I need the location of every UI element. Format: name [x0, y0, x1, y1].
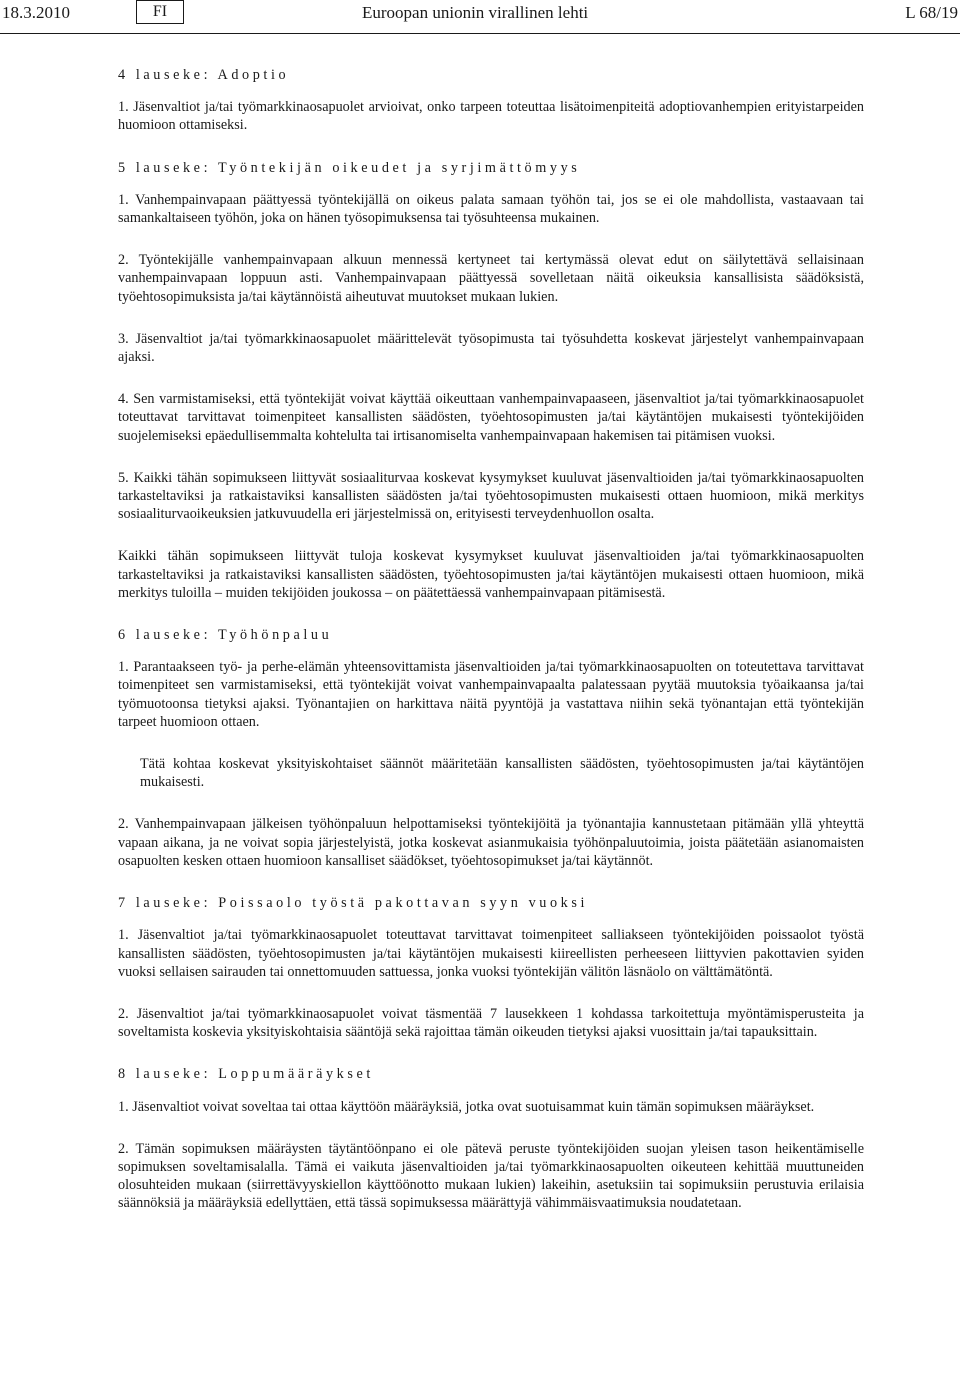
header-divider — [0, 33, 960, 34]
clause-5-paragraph-1: 1. Vanhempainvapaan päättyessä työntekijällä on oikeus palata samaan työhön tai, jos se ei ole mahdollista, vastaavaan tai samankaltaiseen työhön, joka on hänen työsopimuksensa tai työsuhteensa mukainen. — [118, 191, 864, 227]
clause-5-paragraph-4: 4. Sen varmistamiseksi, että työntekijät voivat käyttää oikeuttaan vanhempainvapaaseen, jäsenvaltiot ja/tai työmarkkinaosapuolet toteuttavat tarvittavat toimenpiteet kansallisten säädösten, työehtosopimusten ja/tai käytäntöjen mukaisesti työntekijöiden suojelemiseksi epäedullisemmalta kohtelulta tai irtisanomiselta vanhempainvapaan hakemisen tai pitämisen vuoksi. — [118, 391, 864, 444]
clause-7-paragraph-2: 2. Jäsenvaltiot ja/tai työmarkkinaosapuolet voivat täsmentää 7 lausekkeen 1 kohdassa tarkoitettuja myöntämisperusteita ja soveltamista koskevia yksityiskohtaisia sääntöjä sekä rajoittaa tämän oikeuden tietyksi ajaksi vuosittain ja/tai tapauksittain. — [118, 1005, 864, 1041]
clause-4-heading: 4 lauseke: Adoptio — [118, 67, 290, 83]
clause-6-paragraph-1: 1. Parantaakseen työ- ja perhe-elämän yhteensovittamista jäsenvaltioiden ja/tai työmarkkinaosapuolten on toteutettava tarvittavat toimenpiteet sen varmistamiseksi, että työntekijät voivat vanhempainvapaalta palatessaan pyytää muutoksia työaikaansa ja/tai työmuotoonsa tietyksi ajaksi. Työnantajien on harkittava näitä pyyntöjä ja vastattava niihin sekä työnantajan että työntekijän tarpeet huomioon ottaen. — [118, 659, 864, 730]
clause-5-paragraph-3: 3. Jäsenvaltiot ja/tai työmarkkinaosapuolet määrittelevät työsopimusta tai työsuhdetta koskevat järjestelyt vanhempainvapaan ajaksi. — [118, 330, 864, 366]
page-reference: L 68/19 — [905, 3, 958, 22]
language-badge: FI — [136, 0, 184, 24]
clause-8-heading: 8 lauseke: Loppumääräykset — [118, 1066, 374, 1083]
journal-title: Euroopan unionin virallinen lehti — [362, 3, 589, 22]
clause-4-paragraph-1: 1. Jäsenvaltiot ja/tai työmarkkinaosapuolet arvioivat, onko tarpeen toteuttaa lisätoimenpiteitä adoptiovanhempien erityistarpeiden huomioon ottamiseksi. — [118, 99, 864, 134]
publication-date: 18.3.2010 — [2, 3, 70, 22]
clause-8-paragraph-1: 1. Jäsenvaltiot voivat soveltaa tai ottaa käyttöön määräyksiä, jotka ovat suotuisammat kuin tämän sopimuksen määräykset. — [118, 1098, 815, 1115]
clause-7-paragraph-1: 1. Jäsenvaltiot ja/tai työmarkkinaosapuolet toteuttavat tarvittavat toimenpiteet salliakseen työntekijöiden poissaolot työstä kansallisten säädösten, työehtosopimusten ja/tai käytäntöjen mukaisesti kiireellisten perheeseen liittyvien pakottavien syiden vuoksi sellaisen sairauden tai onnettomuuden sattuessa, jonka vuoksi työntekijän välitön läsnäolo on välttämätöntä. — [118, 927, 864, 980]
clause-8-paragraph-2: 2. Tämän sopimuksen määräysten täytäntöönpano ei ole pätevä peruste työntekijöiden suojan yleisen tason heikentämiselle sopimuksen soveltamisalalla. Tämä ei vaikuta jäsenvaltioiden ja/tai työmarkkinaosapuolten oikeuteen kehittää muuttuneiden olosuhteiden mukaan (siirrettävyyskiellon käyttöönotto mukaan lukien) lakeihin, asetuksiin tai sopimuksiin perustuvia erilaisia säännöksiä ja määräyksiä edellyttäen, että tässä sopimuksessa määrättyjä vähimmäisvaatimuksia noudatetaan. — [118, 1140, 864, 1212]
document-body — [118, 66, 864, 1213]
clause-5-heading: 5 lauseke: Työntekijän oikeudet ja syrjimättömyys — [118, 159, 581, 176]
clause-5-paragraph-6: Kaikki tähän sopimukseen liittyvät tuloja koskevat kysymykset kuuluvat jäsenvaltioiden ja/tai työmarkkinaosapuolten tarkasteltaviksi ja ratkaistaviksi kansallisten säädösten, työehtosopimusten ja/tai käytäntöjen mukaisesti ottaen huomioon, mikä merkitys tuloilla – muiden tekijöiden joukossa – on päätettäessä vanhempainvapaan pitämisestä. — [118, 548, 864, 601]
clause-6-paragraph-2: Tätä kohtaa koskevat yksityiskohtaiset säännöt määritetään kansallisten säädösten, työehtosopimusten ja/tai käytäntöjen mukaisesti. — [140, 756, 864, 791]
clause-5-paragraph-5: 5. Kaikki tähän sopimukseen liittyvät sosiaaliturvaa koskevat kysymykset kuuluvat jäsenvaltioiden ja/tai työmarkkinaosapuolten tarkasteltaviksi ja ratkaistaviksi kansallisten säädösten ja/tai työehtosopimusten mukaisesti ottaen huomioon, mikä merkitys sosiaaliturvaoikeuksien jatkuvuudella eri järjestelmissä on, erityisesti terveydenhuollon osalta. — [118, 469, 864, 523]
clause-6-paragraph-3: 2. Vanhempainvapaan jälkeisen työhönpaluun helpottamiseksi työntekijöitä ja työnantajia kannustetaan pitämään yllä yhteyttä vapaan aikana, ja ne voivat sopia järjestelyistä, jotka koskevat asianmukaisia työhönpaluutoimia, joista päätetään asianomaisten osapuolten kesken ottaen huomioon kansalliset säädökset, työehtosopimukset ja/tai käytännöt. — [118, 816, 864, 869]
clause-6-heading: 6 lauseke: Työhönpaluu — [118, 627, 333, 644]
clause-5-paragraph-2: 2. Työntekijälle vanhempainvapaan alkuun mennessä kertyneet tai kertymässä olevat edut on säilytettävä sellaisinaan vanhempainvapaan loppuun asti. Vanhempainvapaan päättyessä sovelletaan näitä oikeuksia kansallisista säädöksistä, työehtosopimuksista ja/tai käytännöistä aiheutuvat muutokset mukaan lukien. — [118, 252, 864, 305]
clause-7-heading: 7 lauseke: Poissaolo työstä pakottavan syyn vuoksi — [118, 895, 589, 912]
page-header — [0, 0, 960, 34]
